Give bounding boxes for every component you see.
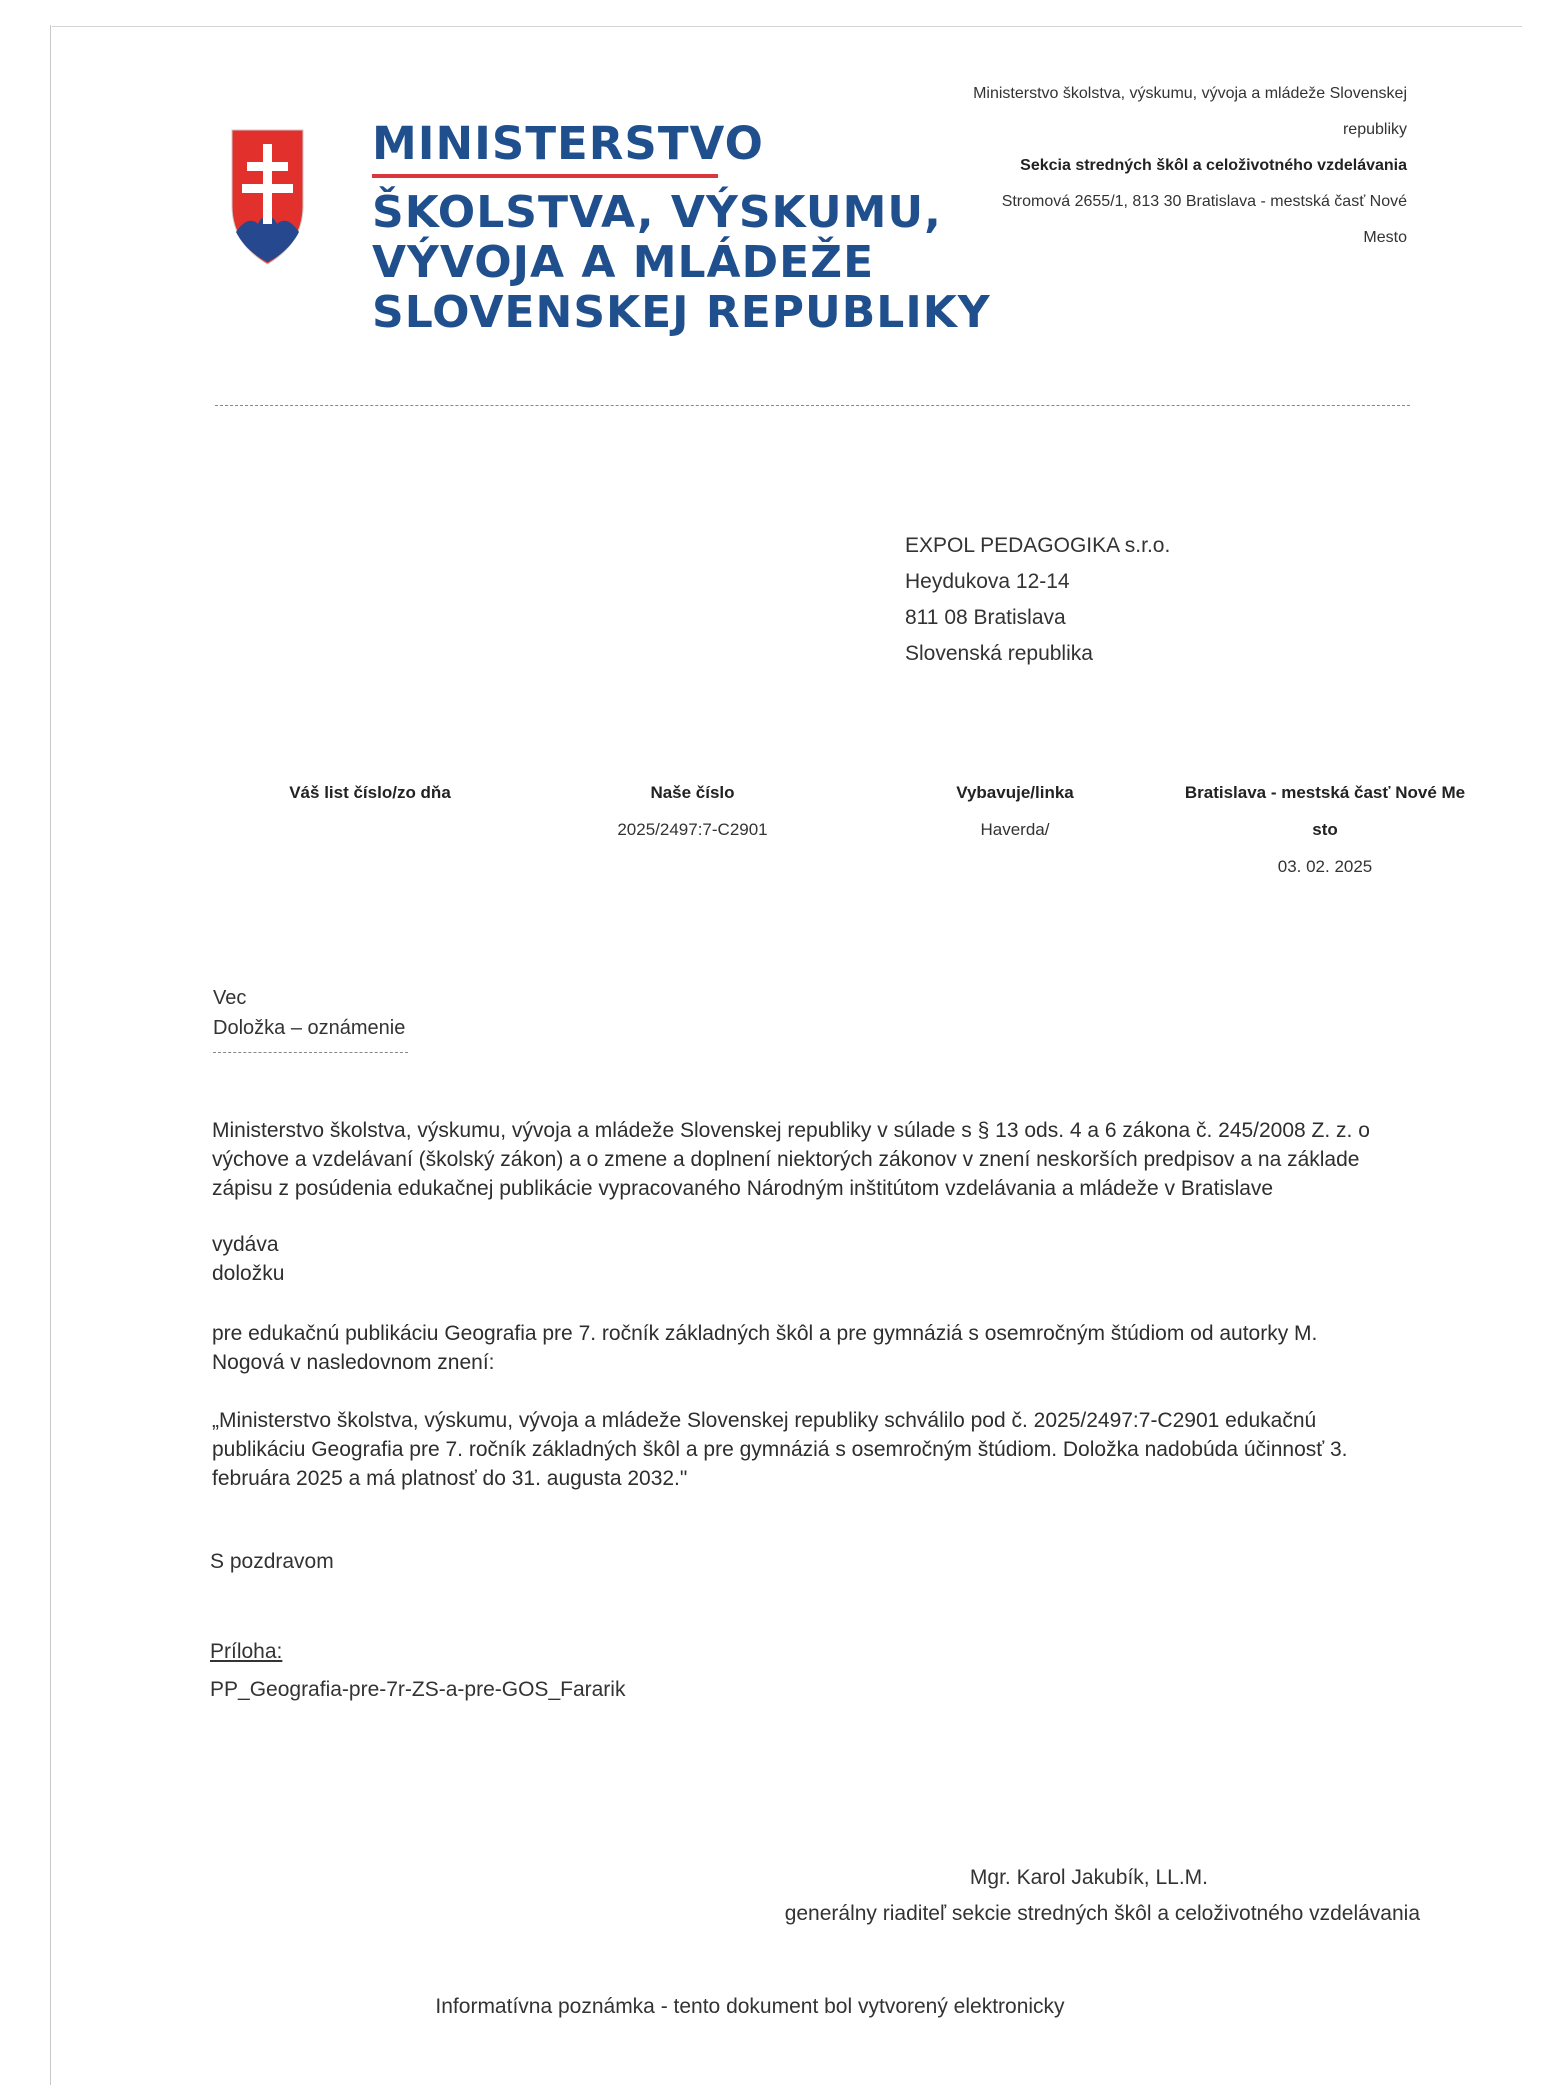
body-p2-line-2: doložku xyxy=(212,1262,285,1285)
body-paragraph-2 xyxy=(212,1230,1418,1288)
ref-your-letter-label: Váš list číslo/zo dňa xyxy=(289,783,451,802)
attachment-file: PP_Geografia-pre-7r-ZS-a-pre-GOS_Fararik xyxy=(210,1678,626,1701)
sender-section: Sekcia stredných škôl a celoživotného vzdelávania xyxy=(1020,157,1407,174)
ref-handled-by xyxy=(900,774,1130,848)
body-p4-line-1: „Ministerstvo školstva, výskumu, vývoja a mládeže Slovenskej republiky schválilo pod č. 2025/2497:7-C2901 edukačnú xyxy=(212,1409,1317,1432)
ref-handled-by-label: Vybavuje/linka xyxy=(956,783,1074,802)
scan-edge-left xyxy=(50,25,51,2085)
recipient-address xyxy=(905,528,1170,672)
body-p4-line-2: publikáciu Geografia pre 7. ročník základných škôl a pre gymnáziá s osemročným štúdiom. Doložka nadobúda účinnosť 3. xyxy=(212,1438,1348,1461)
logo-line-3: VÝVOJA A MLÁDEŽE xyxy=(372,237,875,288)
scan-edge-top xyxy=(52,26,1522,27)
attachment-label: Príloha: xyxy=(210,1640,283,1663)
ref-date: 03. 02. 2025 xyxy=(1277,857,1373,876)
recipient-street: Heydukova 12-14 xyxy=(905,570,1070,593)
sender-address xyxy=(887,76,1407,256)
body-p3-line-2: Nogová v nasledovnom znení: xyxy=(212,1351,495,1374)
body-paragraph-4 xyxy=(212,1406,1418,1493)
signatory-title: generálny riaditeľ sekcie stredných škôl a celoživotného vzdelávania xyxy=(784,1902,1420,1925)
body-paragraph-1 xyxy=(212,1116,1418,1203)
body-paragraph-3 xyxy=(212,1319,1418,1377)
ref-place-line-2: sto xyxy=(1312,820,1338,839)
slovak-coat-of-arms-icon xyxy=(230,128,305,266)
header-divider xyxy=(215,405,1410,406)
footer-note: Informatívna poznámka - tento dokument bol vytvorený elektronicky xyxy=(435,1995,1065,2018)
ref-place-date xyxy=(1160,774,1490,885)
sender-line-2: republiky xyxy=(1342,121,1407,138)
logo-red-rule xyxy=(372,174,718,178)
recipient-country: Slovenská republika xyxy=(905,642,1093,665)
signatory-name: Mgr. Karol Jakubík, LL.M. xyxy=(969,1866,1208,1889)
sender-line-1: Ministerstvo školstva, výskumu, vývoja a mládeže Slovenskej xyxy=(973,85,1407,102)
subject-divider xyxy=(213,1052,408,1053)
logo-line-1: MINISTERSTVO xyxy=(372,117,764,170)
logo-line-2: ŠKOLSTVA, VÝSKUMU, xyxy=(372,187,942,238)
body-p1-line-3: zápisu z posúdenia edukačnej publikácie vypracovaného Národným inštitútom vzdelávania a mládeže v Bratislave xyxy=(212,1177,1274,1200)
sender-address-2: Mesto xyxy=(1363,229,1407,246)
sender-address-1: Stromová 2655/1, 813 30 Bratislava - mestská časť Nové xyxy=(1001,193,1407,210)
greeting: S pozdravom xyxy=(210,1550,334,1573)
ref-our-number-label: Naše číslo xyxy=(650,783,735,802)
recipient-city: 811 08 Bratislava xyxy=(905,606,1066,629)
body-p1-line-1: Ministerstvo školstva, výskumu, vývoja a mládeže Slovenskej republiky v súlade s § 13 ods. 4 a 6 zákona č. 245/2008 Z. z. o xyxy=(212,1119,1370,1142)
subject-text: Doložka – oznámenie xyxy=(213,1017,406,1039)
ref-place-line-1: Bratislava - mestská časť Nové Me xyxy=(1184,783,1466,802)
subject-block xyxy=(213,983,405,1043)
ref-your-letter xyxy=(250,774,490,811)
logo-line-4: SLOVENSKEJ REPUBLIKY xyxy=(372,287,991,338)
signature-block xyxy=(700,1860,1420,1932)
body-p4-line-3: februára 2025 a má platnosť do 31. augusta 2032." xyxy=(212,1467,688,1490)
body-p2-line-1: vydáva xyxy=(212,1233,279,1256)
recipient-name: EXPOL PEDAGOGIKA s.r.o. xyxy=(905,534,1171,557)
ref-our-number-value: 2025/2497:7-C2901 xyxy=(617,820,768,839)
body-p3-line-1: pre edukačnú publikáciu Geografia pre 7. ročník základných škôl a pre gymnáziá s osemročným štúdiom od autorky M. xyxy=(212,1322,1318,1345)
ref-handled-by-value: Haverda/ xyxy=(980,820,1050,839)
ref-our-number xyxy=(580,774,805,848)
body-p1-line-2: výchove a vzdelávaní (školský zákon) a o zmene a doplnení niektorých zákonov v znení neskorších predpisov a na základe xyxy=(212,1148,1360,1171)
subject-label: Vec xyxy=(213,987,247,1009)
